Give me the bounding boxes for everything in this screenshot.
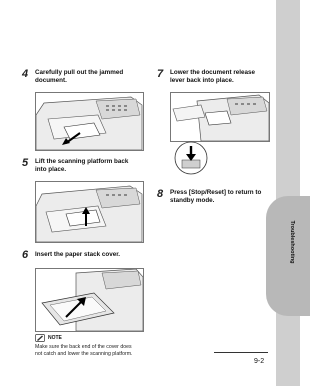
step-7-text-line1: Lower the document release	[170, 69, 256, 76]
step-6-illustration	[35, 268, 144, 332]
step-8-text-line1: Press [Stop/Reset] to return to	[170, 189, 262, 196]
step-8-text	[170, 189, 261, 205]
note-header	[35, 333, 145, 342]
step-5-illustration	[35, 181, 144, 243]
step-8-number: 8	[157, 188, 164, 200]
step-7-number: 7	[157, 68, 164, 80]
step-5-text-line2: into place.	[35, 166, 67, 174]
step-7-text-line2: lever back into place.	[170, 77, 234, 85]
step-4-number: 4	[22, 68, 29, 80]
chapter-side-tab	[276, 0, 300, 386]
note-line-1: Make sure the back end of the cover does	[35, 344, 132, 350]
lever-detail-drawing	[174, 140, 208, 176]
footer-rule	[214, 352, 268, 353]
step-4-illustration	[35, 92, 144, 151]
note-pencil-icon	[35, 334, 45, 342]
note-block	[35, 333, 145, 357]
lever-detail-callout	[174, 140, 208, 176]
chapter-tab-label: Troubleshooting	[289, 220, 295, 264]
fax-lower-lever-drawing	[171, 93, 269, 141]
fax-pull-document-drawing	[36, 93, 143, 150]
step-6-text	[35, 251, 120, 259]
fax-insert-cover-drawing	[36, 269, 143, 331]
step-4-text-line1: Carefully pull out the jammed	[35, 69, 124, 76]
note-line-2: not catch and lower the scanning platform.	[35, 350, 133, 357]
note-label: NOTE	[48, 334, 62, 341]
page-number: 9-2	[254, 358, 265, 365]
step-5-text	[35, 158, 128, 174]
fax-lift-platform-drawing	[36, 182, 143, 242]
step-5-text-line1: Lift the scanning platform back	[35, 158, 129, 165]
step-6-number: 6	[22, 249, 29, 261]
step-4-text	[35, 69, 123, 85]
step-8-text-line2: standby mode.	[170, 197, 215, 205]
step-7-text	[170, 69, 255, 85]
step-5-number: 5	[22, 157, 29, 169]
step-7-illustration	[170, 92, 270, 142]
step-6-text-line1: Insert the paper stack cover.	[35, 251, 121, 258]
step-4-text-line2: document.	[35, 77, 67, 85]
